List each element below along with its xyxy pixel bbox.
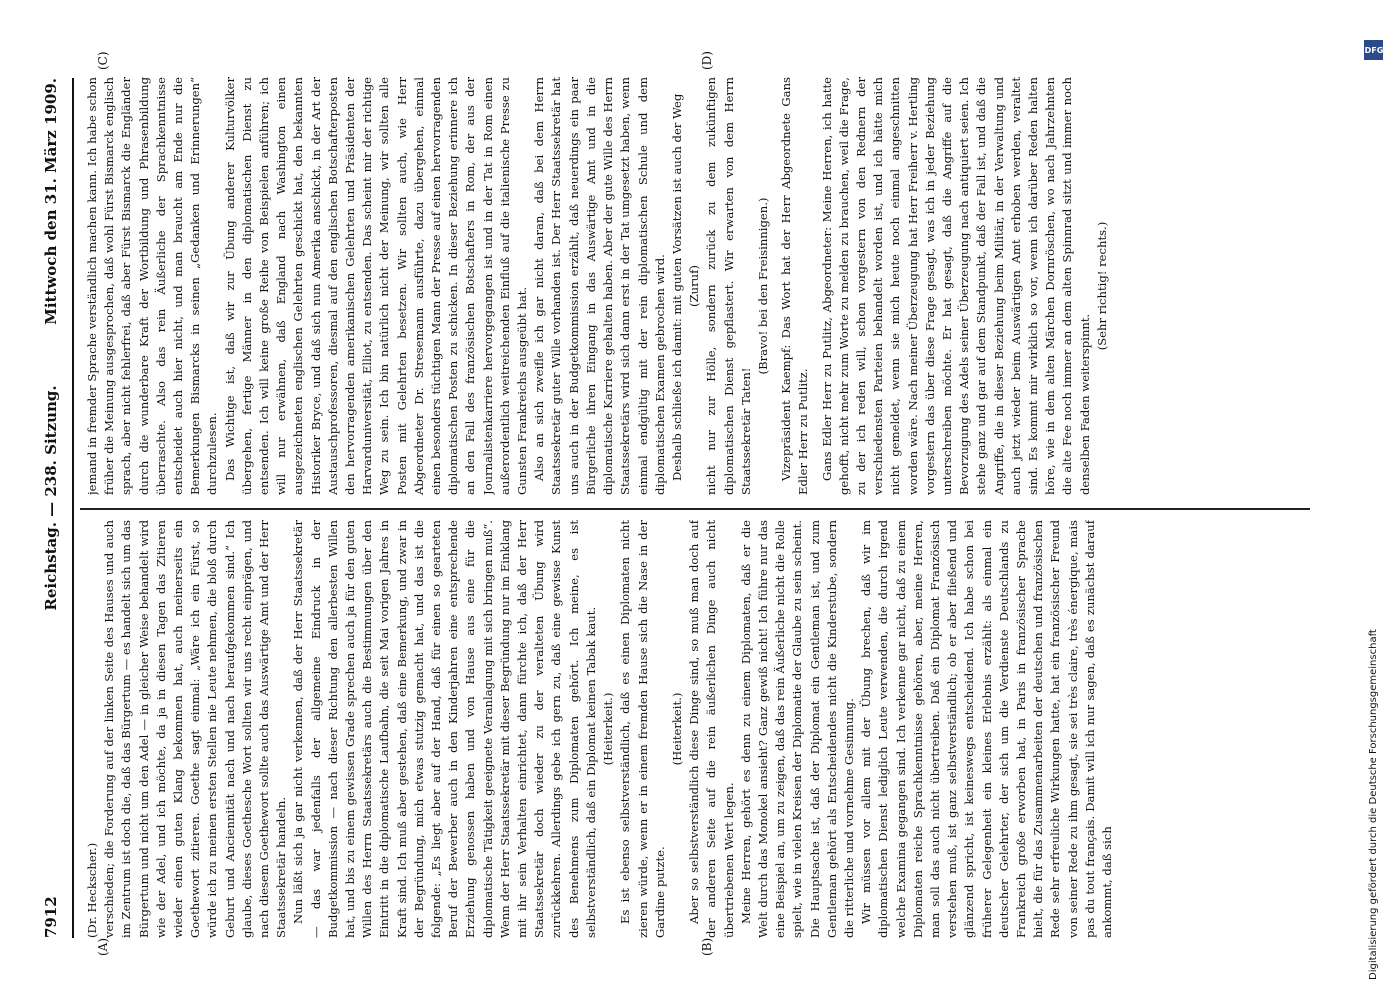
paragraph: Das Wichtige ist, daß wir zur Übung anderer Kulturvölker übergehen, fertige Männer in den diplomatischen Dienst zu entsenden. Ich will keine große Reihe von Beispielen anführen; ich will nur erwähnen, daß England nach Washington einen ausgezeichneten englischen Gelehrten geschickt hat, den bekannten Historiker Bryce, und daß sich nun Amerika anschickt, in der Art der Austauschprofessoren, diesmal auf den englischen Botschafterposten den hervorragenden amerikanischen Gelehrten und Präsidenten der Harvarduniversität, Elliot, zu entsenden. Das scheint mir der richtige Weg zu sein. Ich bin natürlich nicht der Meinung, wir sollten alle Posten mit Gelehrten besetzen. Wir sollten auch, wie Herr Abgeordneter Dr. Stresemann ausführte, dazu übergehen, einmal einen besonders tüchtigen Mann der Presse auf einen hervorragenden diplomatischen Posten zu schicken. In dieser Beziehung erinnere ich an den Fall des französischen Botschafters in Rom, der aus der Journalistenkarriere hervorgegangen ist und in der Tat in Rom einen außerordentlich weitreichenden Einfluß auf die italienische Presse zu Gunsten Frankreichs ausgeübt hat. xyxy=(222,77,530,495)
header-rule xyxy=(72,78,74,938)
margin-mark-b: (B) xyxy=(700,937,714,956)
digitization-credit: Digitalisierung gefördert durch die Deutsche Forschungsgemeinschaft xyxy=(1368,629,1379,980)
session-date: Mittwoch den 31. März 1909. xyxy=(42,78,60,325)
president-announcement: Vizepräsident Kaempf: Das Wort hat der Herr Abgeordnete Gans Edler Herr zu Putlitz. xyxy=(779,77,811,495)
paragraph: jemand in fremder Sprache verständlich machen kann. Ich habe schon früher die Meinung ausgesprochen, daß wohl Fürst Bismarck englisch sprach, aber nicht fehlerfrei, daß aber Fürst Bismarck die Engländer durch die wunderbare Kraft der Wortbildung und Phrasenbildung überraschte. Also das rein Äußerliche der Sprachkenntnisse entscheidet auch hier nicht, und man braucht am Ende nur die Bemerkungen Bismarcks in seinen „Gedanken und Erinnerungen“ durchzulesen. xyxy=(85,77,220,495)
interjection: (Bravo! bei den Freisinnigen.) xyxy=(755,197,770,375)
interjection: (Sehr richtig! rechts.) xyxy=(1094,221,1109,351)
column-divider xyxy=(80,508,1310,510)
paragraph: Also an sich zweifle ich gar nicht daran, daß bei dem Herrn Staatssekretär guter Wille vorhanden ist. Der Herr Staatssekretär hat uns auch in der Budgetkommission erzählt, daß neuerdings ein paar Bürgerliche ihren Eingang in das Auswärtige Amt und in die diplomatische Karriere gehalten haben. Aber der gute Wille des Herrn Staatssekretärs wird sich dann erst in der Tat umgesetzt haben, wenn einmal endgültig mit der rein diplomatischen Schule und dem diplomatischen Examen gebrochen wird. xyxy=(532,77,667,495)
interjection: (Heiterkeit.) xyxy=(601,692,616,766)
interjection: (Heiterkeit.) xyxy=(669,692,684,766)
paragraph: Aber so selbstverständlich diese Dinge sind, so muß man doch auf der anderen Seite auf die rein äußerlichen Dinge auch nicht übertriebenen Wert legen. xyxy=(687,520,736,938)
margin-mark-d: (D) xyxy=(700,51,714,70)
speech-paragraph: Gans Edler Herr zu Putlitz, Abgeordneter: Meine Herren, ich hatte gehofft, nicht mehr zum Worte zu melden zu brauchen, weil die Frage, zu der ich reden will, schon vorgestern von den Rednern der verschiedensten Parteien behandelt worden ist, und ich hätte mich nicht gemeldet, wenn sie mich heute noch einmal angeschnitten worden wäre. Nach meiner Überzeugung hat Herr Freiherr v. Hertling vorgestern das über diese Frage gesagt, was ich in jeder Beziehung unterschreiben möchte. Er hat gesagt, daß die Angriffe auf die Bevorzugung des Adels seiner Überzeugung nach antiquiert seien. Ich stehe ganz und gar auf dem Standpunkt, daß der Fall ist, und daß die Angriffe, die in dieser Beziehung beim Militär, in der Verwaltung und auch jetzt wieder beim Auswärtigen Amt erhoben werden, veraltet sind. Es kommt mir wirklich so vor, wenn ich darüber Reden halten höre, wie in dem alten Märchen Dornröschen, wo nach Jahrzehnten die alte Fee noch immer an dem alten Spinnrad sitzt und immer noch denselben Faden weiterspinnt. xyxy=(819,77,1092,495)
paragraph: Nun läßt sich ja gar nicht verkennen, daß der Herr Staatssekretär — das war jedenfalls der allgemeine Eindruck in der Budgetkommission — nach dieser Richtung den allerbesten Willen hat, und bis zu einem gewissen Grade sprechen auch ja für den guten Willen des Herrn Staatssekretärs auch die Bestimmungen über den Eintritt in die diplomatische Laufbahn, die seit Mai vorigen Jahres in Kraft sind. Ich muß aber gestehen, daß eine Bemerkung, und zwar in der Begründung, mich etwas stutzig gemacht hat, und das ist die folgende: „Es liegt aber auf der Hand, daß für einen so gearteten Beruf der Bewerber auch in den Kinderjahren eine entsprechende Erziehung genossen haben und von Hause aus eine für die diplomatische Tätigkeit geeignete Veranlagung mit sich bringen muß“. Wenn der Herr Staatssekretär mit dieser Begründung nur im Einklang mit ihr sein Verhalten einrichtet, dann fürchte ich, daß der Herr Staatssekretär doch wieder zu der veralteten Übung wird zurückkehren. Allerdings gebe ich gern zu, daß eine gewisse Kunst des Benehmens zum Diplomaten gehört. Ich meine, es ist selbstverständlich, daß ein Diplomat keinen Tabak kaut. xyxy=(291,520,598,938)
paragraph: Deshalb schließe ich damit: mit guten Vorsätzen ist auch der Weg xyxy=(669,93,684,481)
paragraph: nicht nur zur Hölle, sondern zurück zu dem zukünftigen diplomatischen Dienst gepflastert. Wir erwarten von dem Herrn Staatssekretär Taten! xyxy=(704,77,753,495)
margin-mark-a: (A) xyxy=(96,937,110,956)
paragraph: verschieden; die Forderung auf der linken Seite des Hauses und auch im Zentrum ist doch die, daß das Bürgertum — es handelt sich um das Bürgertum und nicht um den Adel — in gleicher Weise behandelt wird wie der Adel, und ich möchte, da ja in diesen Tagen das Zitieren wieder einen guten Klang bekommen hat, auch meinerseits ein Goethewort zitieren. Goethe sagt einmal: „Wäre ich ein Fürst, so würde ich zu meinen ersten Stellen nie Leute nehmen, die bloß durch Geburt und Anciennität nach und nach heraufgekommen sind.“ Ich glaube, dieses Goethesche Wort sollten wir uns recht einprägen, und nach diesem Goethewort sollte auch das Auswärtige Amt und der Herr Staatssekretär handeln. xyxy=(102,520,289,938)
left-column xyxy=(84,520,1319,938)
paragraph: Meine Herren, gehört es denn zu einem Diplomaten, daß er die Welt durch das Monokel ansieht? Ganz gewiß nicht! Ich führe nur das eine Beispiel an, um zu zeigen, daß das rein Äußerliche nicht die Rolle spielt, wie in vielen Kreisen der Diplomatie der Glaube zu sein scheint. Die Hauptsache ist, daß der Diplomat ein Gentleman ist, und zum Gentleman gehört als Entscheidendes nicht die Kinderstube, sondern die ritterliche und vornehme Gesinnung. xyxy=(738,520,856,938)
dfg-logo: DFG xyxy=(1364,40,1383,60)
paragraph: Es ist ebenso selbstverständlich, daß es einen Diplomaten nicht zieren würde, wenn er in einem fremden Hause sich die Nase in der Gardine putzte. xyxy=(618,520,667,938)
speaker-tag: (Dr. Heckscher.) xyxy=(85,842,99,938)
paragraph: Wir müssen vor allem mit der Übung brechen, daß wir im diplomatischen Dienst lediglich Leute verwenden, die durch irgend welche Examina gegangen sind. Ich verkenne gar nicht, daß zu einem Diplomaten reiche Sprachkenntnisse gehören, aber, meine Herren, man soll das auch nicht übertreiben. Daß ein Diplomat Französisch verstehen muß, ist ganz selbstverständlich; ob er aber fließend und glänzend spricht, ist keineswegs entscheidend. Ich habe schon bei früherer Gelegenheit ein kleines Erlebnis erzählt: als einmal ein deutscher Gelehrter, der sich um die Verdienste Deutschlands zu Frankreich große erworben hat, in Paris in französischer Sprache hielt, die für das Zusammenarbeiten der deutschen und französischen Rede sehr erfreuliche Wirkungen hatte, hat ein französischer Freund von seiner Rede zu ihm gesagt, sie sei très claire, très énergique, mais pas du tout français. Damit will ich nur sagen, daß es zunächst darauf ankommt, daß sich xyxy=(859,520,1114,938)
page-header xyxy=(42,78,68,938)
margin-mark-c: (C) xyxy=(96,51,110,70)
page-number: 7912 xyxy=(42,896,60,938)
session-title: Reichstag. — 238. Sitzung. xyxy=(42,385,60,611)
interjection: (Zuruf) xyxy=(687,265,702,307)
right-column xyxy=(84,77,1319,495)
